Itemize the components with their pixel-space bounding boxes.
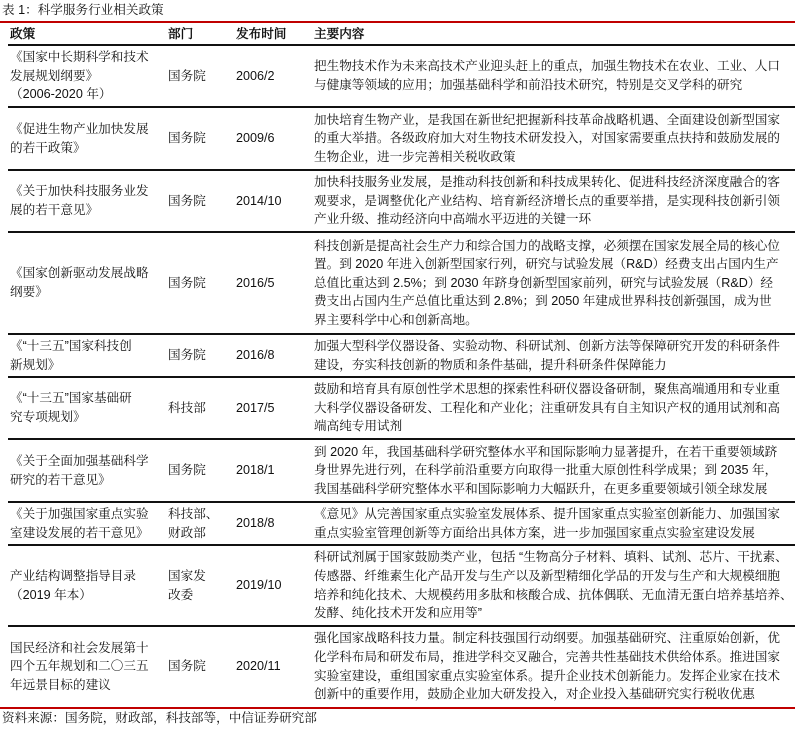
content-cell-line: 生物企业，进一步完善相关税收政策 — [314, 149, 516, 164]
department-cell — [168, 502, 234, 545]
content-cell — [314, 377, 795, 439]
department-cell-line: 财政部 — [168, 525, 206, 540]
policy-cell — [10, 107, 165, 170]
policy-cell-line: 《关于加快科技服务业发 — [10, 184, 149, 199]
content-cell — [314, 545, 795, 626]
policy-cell-line: 四个五年规划和二〇三五 — [10, 659, 149, 674]
date-cell: 2020/11 — [236, 659, 281, 674]
table-row — [0, 626, 795, 707]
policy-cell-line: 的若干政策》 — [10, 140, 86, 155]
policy-cell-line: （2019 年本） — [10, 587, 92, 602]
policy-cell-line: 研究的若干意见》 — [10, 472, 111, 487]
department-cell-line: 改委 — [168, 587, 194, 602]
table-row — [0, 232, 795, 334]
content-cell-line: 加强大型科学仪器设备、实验动物、科研试剂、创新方法等保障研究开发的科研条件 — [314, 338, 780, 353]
content-cell-line: 科技创新是提高社会生产力和综合国力的战略支撑，必须摆在国家发展全局的核心位 — [314, 238, 780, 253]
content-cell — [314, 45, 795, 107]
date-cell: 2009/6 — [236, 131, 275, 146]
content-cell — [314, 334, 795, 377]
date-cell: 2014/10 — [236, 193, 282, 208]
content-cell — [314, 439, 795, 502]
department-cell-line: 科技部、 — [168, 506, 219, 521]
header-department: 部门 — [168, 26, 194, 41]
policy-cell — [10, 626, 165, 707]
policy-cell — [10, 545, 165, 626]
content-cell — [314, 170, 795, 232]
department-cell-line: 国务院 — [168, 68, 206, 83]
content-cell-line: 化学科布局和研发布局，推进学科交叉融合，完善共性基础技术供给体系。推进国家 — [314, 649, 780, 664]
policy-cell-line: 发展规划纲要》 — [10, 68, 99, 83]
content-cell-line: 建设，夯实科技创新的物质和条件基础，提升科研条件保障能力 — [314, 357, 667, 372]
policy-cell-line: 《“十三五”国家基础研 — [10, 391, 132, 406]
content-cell-line: 到 2020 年，我国基础科学研究整体水平和国际影响力显著提升，在若干重要领域跻 — [314, 444, 778, 459]
department-cell-line: 科技部 — [168, 400, 206, 415]
content-cell — [314, 232, 795, 334]
department-cell — [168, 45, 234, 107]
table-row — [0, 439, 795, 502]
table-row — [0, 45, 795, 107]
policy-cell-line: 新规划》 — [10, 357, 61, 372]
date-cell: 2017/5 — [236, 400, 275, 415]
content-cell-line: 培养和纯化技术、大规模药用多肽和核酸合成、抗体偶联、无血清无蛋白培养基培养、 — [314, 587, 793, 602]
department-cell — [168, 170, 234, 232]
policy-cell — [10, 45, 165, 107]
policy-cell-line: 《促进生物产业加快发展 — [10, 121, 149, 136]
policy-cell — [10, 334, 165, 377]
table-row — [0, 107, 795, 170]
content-cell-line: 身世界先进行列，在科学前沿重要方向取得一批重大原创性科学成果；到 2035 年， — [314, 463, 778, 478]
content-cell-line: 产业升级、推动经济向中高端水平迈进的关键一环 — [314, 212, 592, 227]
policy-cell-line: （2006-2020 年） — [10, 87, 112, 102]
date-cell: 2016/5 — [236, 275, 275, 290]
table-row — [0, 502, 795, 545]
department-cell — [168, 439, 234, 502]
table-title: 表 1：科学服务行业相关政策 — [2, 3, 164, 17]
content-cell-line: 发酵、纯化技术开发和应用等” — [314, 606, 482, 621]
content-cell-line: 《意见》从完善国家重点实验室发展体系、提升国家重点实验室创新能力、加强国家 — [314, 506, 780, 521]
header-policy: 政策 — [10, 26, 36, 41]
source-note: 资料来源：国务院，财政部，科技部等，中信证券研究部 — [2, 711, 317, 725]
policy-cell — [10, 377, 165, 439]
content-cell-line: 的重大举措。各级政府加大对生物技术研发投入，对国家需要重点扶持和鼓励发展的 — [314, 131, 780, 146]
table-row — [0, 377, 795, 439]
department-cell — [168, 545, 234, 626]
content-cell-line: 强化国家战略科技力量。制定科技强国行动纲要。加强基础研究、注重原始创新，优 — [314, 631, 780, 646]
policy-cell — [10, 232, 165, 334]
policy-cell — [10, 439, 165, 502]
department-cell-line: 国务院 — [168, 131, 206, 146]
content-cell-line: 鼓励和培育具有原创性学术思想的探索性科研仪器设备研制，聚焦高端通用和专业重 — [314, 382, 780, 397]
bottom-rule — [0, 707, 795, 709]
content-cell-line: 置。到 2020 年进入创新型国家行列，研究与试验发展（R&D）经费支出占国内生产 — [314, 257, 779, 272]
table-row — [0, 334, 795, 377]
content-cell-line: 传感器、纤维素生化产品开发与生产以及新型精细化学品的开发与生产和大规模细胞 — [314, 568, 780, 583]
date-cell: 2018/8 — [236, 516, 275, 531]
policy-cell-line: 《关于全面加强基础科学 — [10, 453, 149, 468]
policy-cell-line: 《“十三五”国家科技创 — [10, 338, 132, 353]
content-cell-line: 创新中的重要作用，鼓励企业加大研发投入，对企业投入基础研究实行税收优惠 — [314, 687, 755, 702]
content-cell-line: 把生物技术作为未来高技术产业迎头赶上的重点，加强生物技术在农业、工业、人口 — [314, 59, 780, 74]
date-cell: 2018/1 — [236, 463, 275, 478]
content-cell-line: 大科学仪器设备研发、工程化和产业化；注重研发具有自主知识产权的通用试剂和高 — [314, 400, 780, 415]
department-cell — [168, 334, 234, 377]
content-cell-line: 与健康等领域的应用；加强基础科学和前沿技术研究，特别是交叉学科的研究 — [314, 78, 743, 92]
content-cell-line: 重点实验室管理创新等方面给出具体方案，进一步加强国家重点实验室建设发展 — [314, 525, 755, 540]
policy-cell-line: 国民经济和社会发展第十 — [10, 640, 149, 655]
department-cell-line: 国务院 — [168, 463, 206, 478]
date-cell: 2019/10 — [236, 578, 282, 593]
department-cell-line: 国务院 — [168, 193, 206, 208]
content-cell-line: 费支出占国内生产总值比重达到 2.8%；到 2050 年建成世界科技创新强国，成为世 — [314, 294, 772, 309]
table-row — [0, 170, 795, 232]
content-cell-line: 科研试剂属于国家鼓励类产业，包括 “生物高分子材料、填料、试剂、芯片、干扰素、 — [314, 550, 788, 565]
content-cell — [314, 107, 795, 170]
policy-cell-line: 《国家创新驱动发展战略 — [10, 266, 149, 281]
department-cell-line: 国务院 — [168, 348, 206, 363]
department-cell-line: 国务院 — [168, 659, 206, 674]
department-cell — [168, 626, 234, 707]
policy-cell-line: 《国家中长期科学和技术 — [10, 50, 149, 65]
department-cell-line: 国家发 — [168, 568, 206, 583]
department-cell — [168, 377, 234, 439]
policy-cell-line: 纲要》 — [10, 285, 48, 299]
policy-cell — [10, 502, 165, 545]
department-cell — [168, 232, 234, 334]
department-cell — [168, 107, 234, 170]
header-date: 发布时间 — [236, 26, 287, 41]
content-cell-line: 端高纯专用试剂 — [314, 419, 403, 434]
policy-cell-line: 年远景目标的建议 — [10, 677, 111, 692]
content-cell-line: 加快培育生物产业，是我国在新世纪把握新科技革命战略机遇、全面建设创新型国家 — [314, 112, 780, 127]
content-cell-line: 界主要科学中心和创新高地。 — [314, 312, 478, 327]
policy-cell-line: 《关于加强国家重点实验 — [10, 506, 149, 521]
date-cell: 2016/8 — [236, 348, 275, 363]
content-cell — [314, 626, 795, 707]
header-content: 主要内容 — [314, 26, 365, 41]
policy-cell-line: 室建设发展的若干意见》 — [10, 525, 149, 540]
content-cell-line: 我国基础科学研究整体水平和国际影响力大幅跃升，在更多重要领域引领全球发展 — [314, 481, 768, 496]
content-cell-line: 观要求，是调整优化产业结构、培育新经济增长点的重要举措，是实现科技创新引领 — [314, 193, 780, 208]
policy-cell-line: 究专项规划》 — [10, 410, 86, 424]
date-cell: 2006/2 — [236, 68, 275, 83]
content-cell-line: 实验室建设，重组国家重点实验室体系。提升企业技术创新能力。发挥企业家在技术 — [314, 668, 780, 683]
content-cell-line: 总值比重达到 2.5%；到 2030 年跻身创新型国家前列，研究与试验发展（R&D）经 — [314, 275, 774, 290]
department-cell-line: 国务院 — [168, 275, 206, 290]
table-header-row — [0, 23, 795, 45]
content-cell — [314, 502, 795, 545]
content-cell-line: 加快科技服务业发展，是推动科技创新和科技成果转化、促进科技经济深度融合的客 — [314, 175, 780, 190]
policy-cell — [10, 170, 165, 232]
table-row — [0, 545, 795, 626]
policy-cell-line: 产业结构调整指导目录 — [10, 568, 136, 583]
policy-cell-line: 展的若干意见》 — [10, 203, 99, 217]
